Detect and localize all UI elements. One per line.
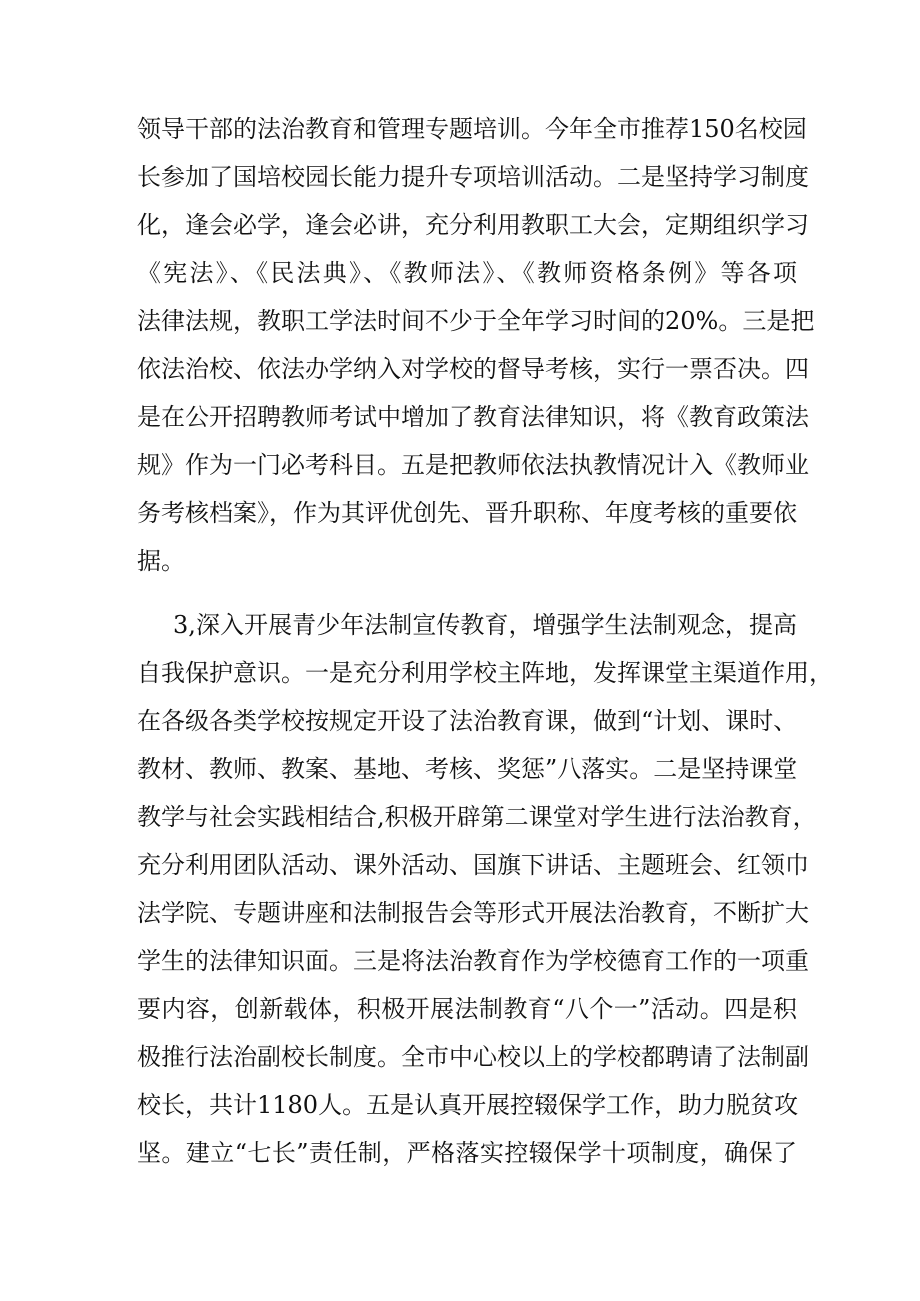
text-line: 化，逢会必学，逢会必讲，充分利用教职工大会，定期组织学习 [137,211,809,239]
text-line: 在各级各类学校按规定开设了法治教育课，做到“计划、课时、 [137,707,798,735]
text-line: 《宪法》、《民法典》、《教师法》、《教师资格条例》等各项 [137,259,797,287]
text-line: 坚。建立“七长”责任制，严格落实控辍保学十项制度，确保了 [137,1139,797,1167]
text-line: 务考核档案》，作为其评优创先、晋升职称、年度考核的重要依 [137,499,797,527]
text-line: 充分利用团队活动、课外活动、国旗下讲话、主题班会、红领巾 [137,851,809,879]
text-line: 规》作为一门必考科目。五是把教师依法执教情况计入《教师业 [137,451,809,479]
text-line: 教学与社会实践相结合,积极开辟第二课堂对学生进行法治教育， [137,803,817,831]
text-line: 据。 [137,547,185,575]
text-line: 校长，共计1180人。五是认真开展控辍保学工作，助力脱贫攻 [137,1091,799,1119]
text-line: 极推行法治副校长制度。全市中心校以上的学校都聘请了法制副 [137,1043,809,1071]
text-line: 法律法规，教职工学法时间不少于全年学习时间的20%。三是把 [137,307,815,335]
text-line: 自我保护意识。一是充分利用学校主阵地，发挥课堂主渠道作用， [137,659,833,687]
text-line: 教材、教师、教案、基地、考核、奖惩”八落实。二是坚持课堂 [137,755,798,783]
paragraph-2 [137,601,833,1177]
text-line: 法学院、专题讲座和法制报告会等形式开展法治教育，不断扩大 [137,899,809,927]
paragraph-1 [137,105,815,585]
text-line: 学生的法律知识面。三是将法治教育作为学校德育工作的一项重 [137,947,809,975]
text-line: 要内容，创新载体，积极开展法制教育“八个一”活动。四是积 [137,995,797,1023]
text-line: 长参加了国培校园长能力提升专项培训活动。二是坚持学习制度 [137,163,809,191]
text-line: 依法治校、依法办学纳入对学校的督导考核，实行一票否决。四 [137,355,809,383]
text-line: 3,深入开展青少年法制宣传教育，增强学生法制观念，提高 [173,611,797,639]
text-line: 领导干部的法治教育和管理专题培训。今年全市推荐150名校园 [137,115,807,143]
text-line: 是在公开招聘教师考试中增加了教育法律知识，将《教育政策法 [137,403,809,431]
